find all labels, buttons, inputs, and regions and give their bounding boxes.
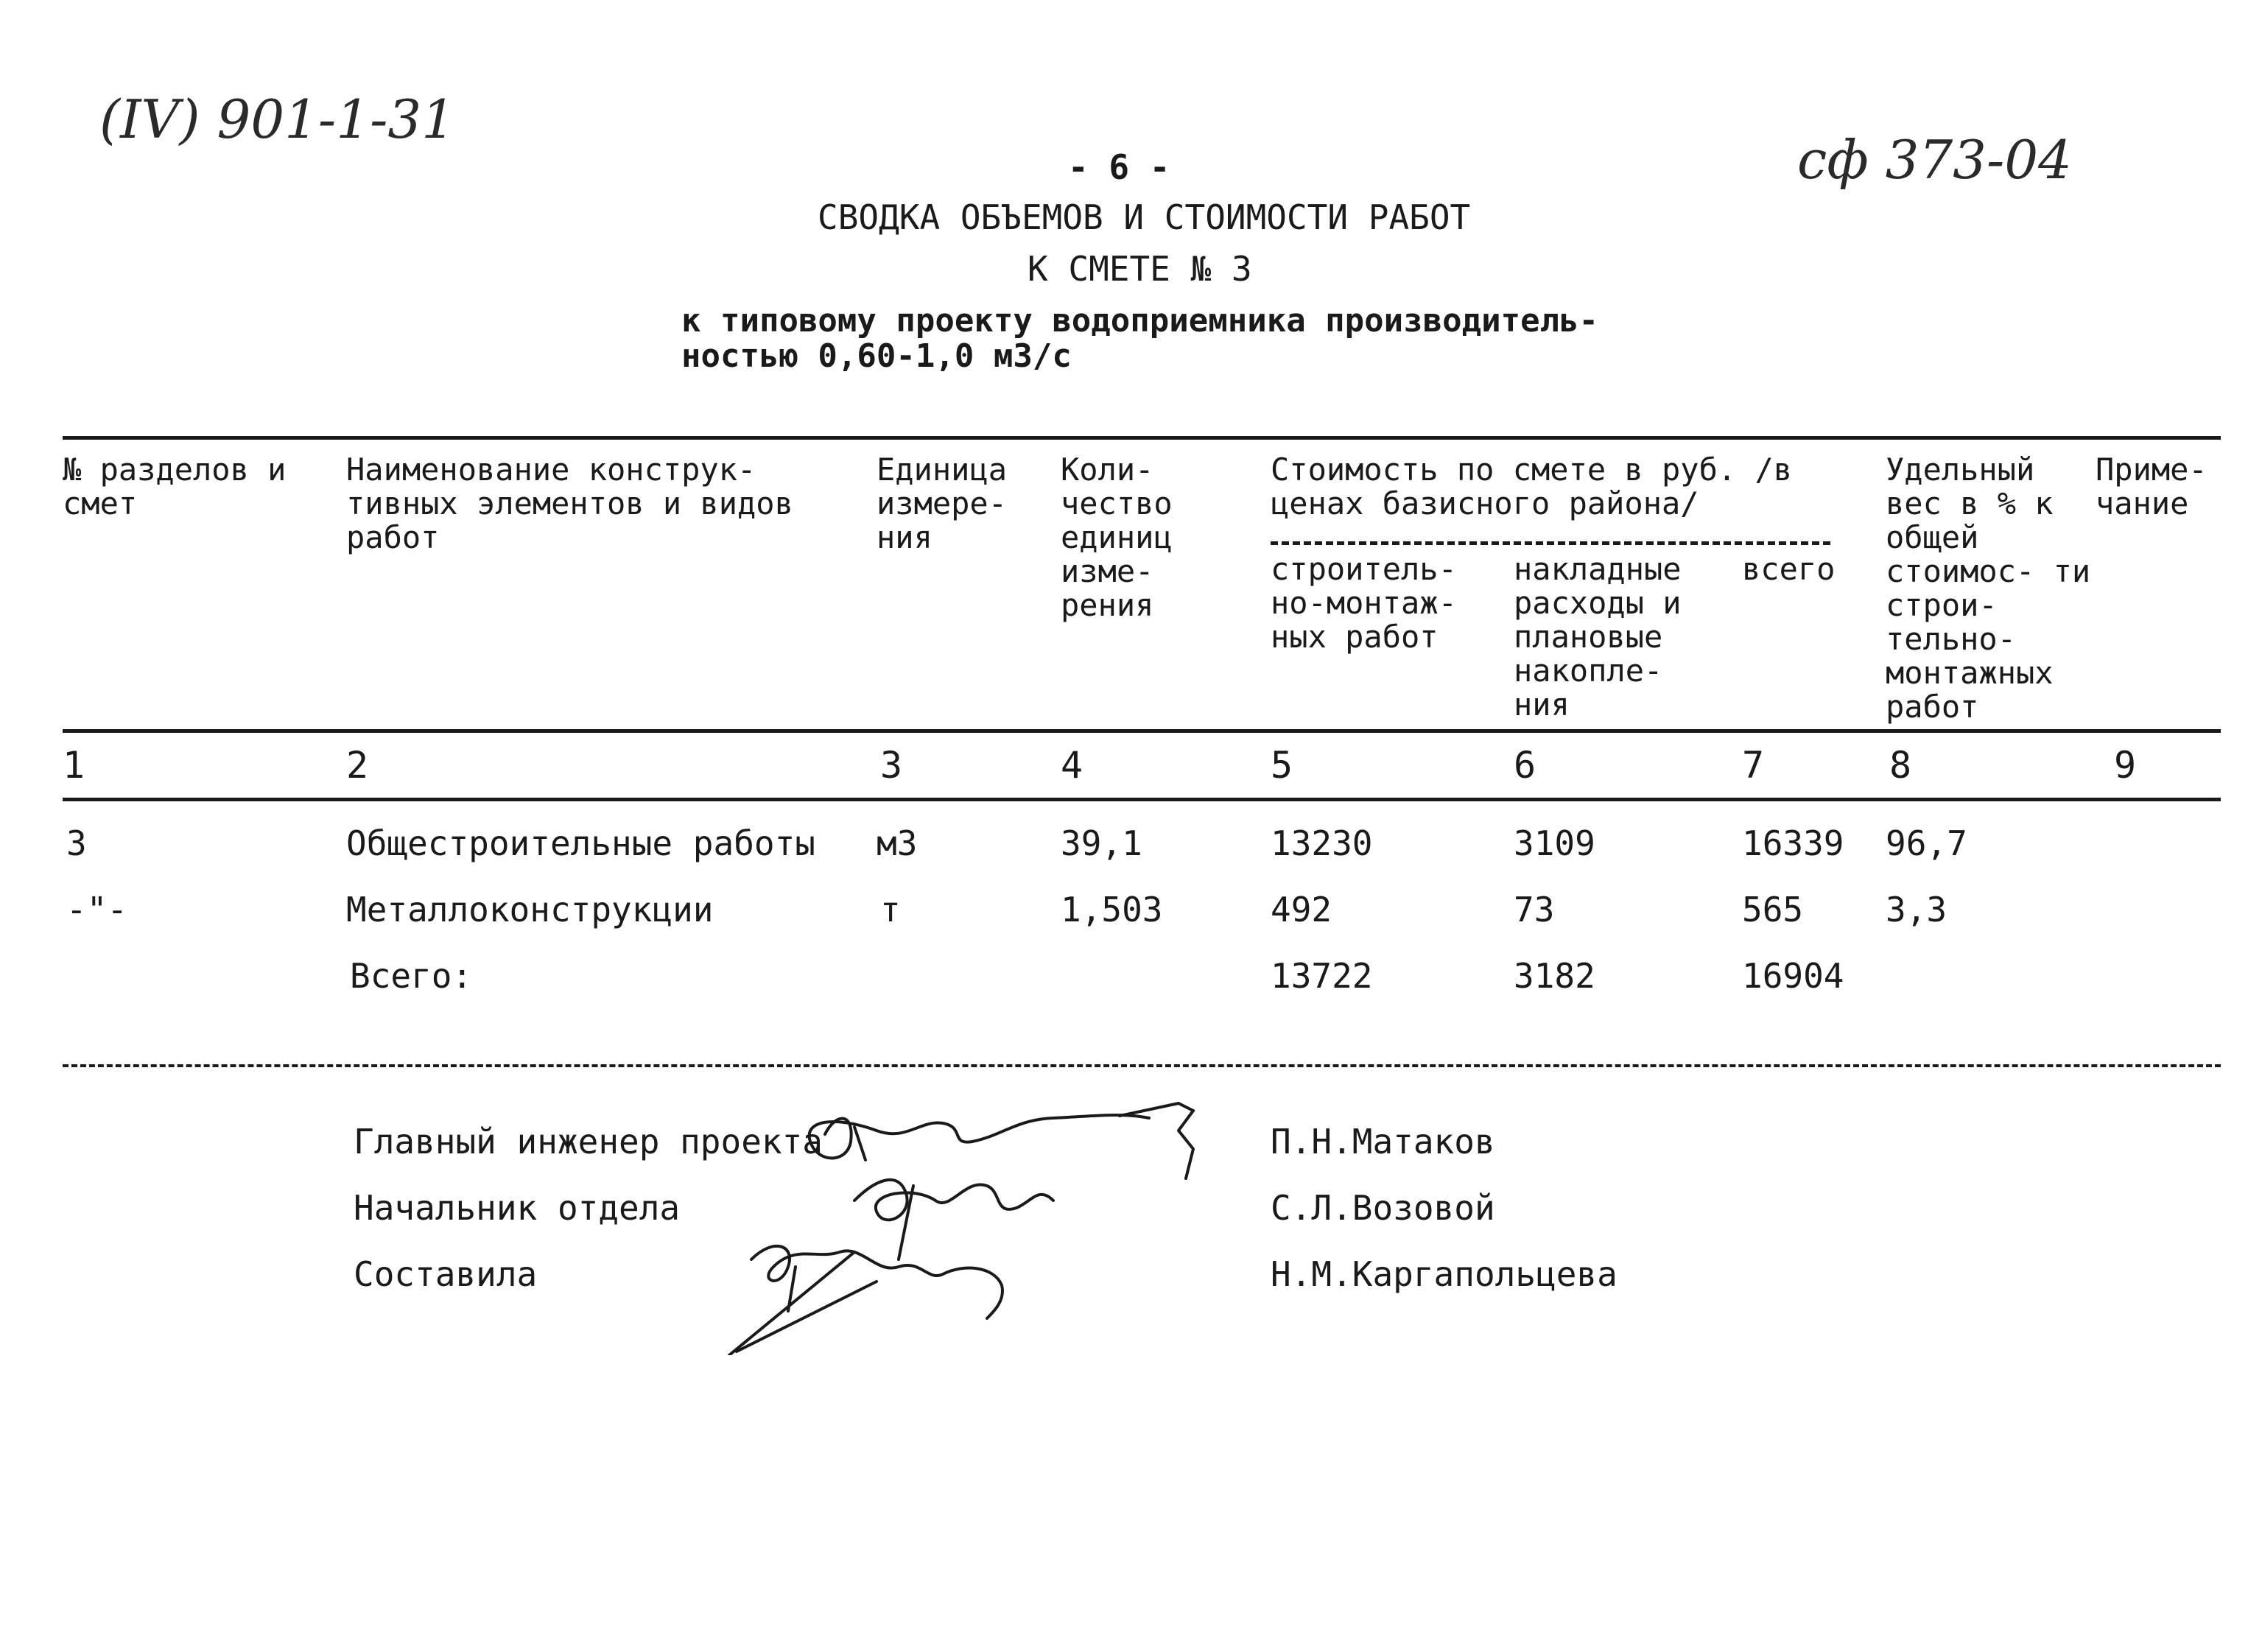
row-total-cost: 16904 xyxy=(1742,956,1844,996)
row-section: -"- xyxy=(66,890,128,929)
signature-role-compiler: Составила xyxy=(354,1254,538,1294)
header-unit: Единица измере- ния xyxy=(877,451,1008,555)
header-construction-cost: строитель- но-монтаж- ных работ xyxy=(1271,551,1457,655)
row-quantity: 39,1 xyxy=(1061,823,1142,863)
row-overhead-cost: 3182 xyxy=(1514,956,1595,996)
row-section: 3 xyxy=(66,823,87,863)
header-cost-group: Стоимость по смете в руб. /в ценах базисного района/ xyxy=(1271,451,1793,521)
row-overhead-cost: 3109 xyxy=(1514,823,1595,863)
signature-name-department-head: С.Л.Возовой xyxy=(1271,1188,1495,1228)
title-line-2: К СМЕТЕ № 3 xyxy=(1028,249,1252,289)
header-quantity: Коли- чество единиц изме- рения xyxy=(1061,451,1173,623)
table-bottom-rule xyxy=(63,1064,2221,1067)
header-total-cost: всего xyxy=(1742,551,1836,587)
doc-code-right: сф 373-04 xyxy=(1797,129,2072,191)
title-line-1: СВОДКА ОБЪЕМОВ И СТОИМОСТИ РАБОТ xyxy=(818,197,1471,237)
column-number-5: 5 xyxy=(1271,744,1293,787)
row-element-name: Металлоконструкции xyxy=(346,890,714,929)
column-number-8: 8 xyxy=(1889,744,1912,787)
row-total-cost: 16339 xyxy=(1742,823,1844,863)
header-section-number: № разделов и смет xyxy=(63,451,287,521)
signature-name-chief-engineer: П.Н.Матаков xyxy=(1271,1122,1495,1161)
signature-name-compiler: Н.М.Каргапольцева xyxy=(1271,1254,1618,1294)
page-number: - 6 - xyxy=(1068,147,1170,187)
header-specific-weight: Удельный вес в % к общей стоимос- ти строи- тельно- монтажных работ xyxy=(1886,451,2091,725)
handwritten-signatures xyxy=(707,1090,1267,1355)
table-top-rule xyxy=(63,436,2221,440)
row-quantity: 1,503 xyxy=(1061,890,1163,929)
header-element-name: Наименование конструк- тивных элементов и видов работ xyxy=(346,451,793,555)
signature-role-department-head: Начальник отдела xyxy=(354,1188,681,1228)
title-line-4: ностью 0,60-1,0 м3/с xyxy=(681,337,1072,375)
row-specific-weight: 96,7 xyxy=(1886,823,1967,863)
header-bottom-rule xyxy=(63,729,2221,733)
row-overhead-cost: 73 xyxy=(1514,890,1555,929)
row-unit: м3 xyxy=(877,823,918,863)
row-construction-cost: 13722 xyxy=(1271,956,1373,996)
column-number-7: 7 xyxy=(1742,744,1765,787)
column-number-4: 4 xyxy=(1061,744,1083,787)
header-note: Приме- чание xyxy=(2096,451,2207,521)
table-row-total xyxy=(0,957,2262,1002)
table-row xyxy=(0,891,2262,935)
row-unit: т xyxy=(880,890,901,929)
row-element-name: Общестроительные работы xyxy=(346,823,815,863)
cost-group-dashed-rule xyxy=(1271,541,1830,545)
column-number-9: 9 xyxy=(2114,744,2137,787)
column-numbers-rule xyxy=(63,798,2221,801)
column-number-3: 3 xyxy=(880,744,903,787)
doc-code-left: (IV) 901-1-31 xyxy=(99,88,456,150)
row-total-cost: 565 xyxy=(1742,890,1804,929)
row-specific-weight: 3,3 xyxy=(1886,890,1947,929)
row-construction-cost: 13230 xyxy=(1271,823,1373,863)
title-line-3: к типовому проекту водоприемника производитель- xyxy=(681,302,1599,340)
header-overhead-cost: накладные расходы и плановые накопле- ния xyxy=(1514,551,1682,723)
column-number-6: 6 xyxy=(1514,744,1536,787)
column-number-2: 2 xyxy=(346,744,369,787)
signature-role-chief-engineer: Главный инженер проекта xyxy=(354,1122,823,1161)
row-construction-cost: 492 xyxy=(1271,890,1332,929)
column-number-1: 1 xyxy=(63,744,85,787)
row-element-name: Всего: xyxy=(350,956,473,996)
table-row xyxy=(0,825,2262,869)
